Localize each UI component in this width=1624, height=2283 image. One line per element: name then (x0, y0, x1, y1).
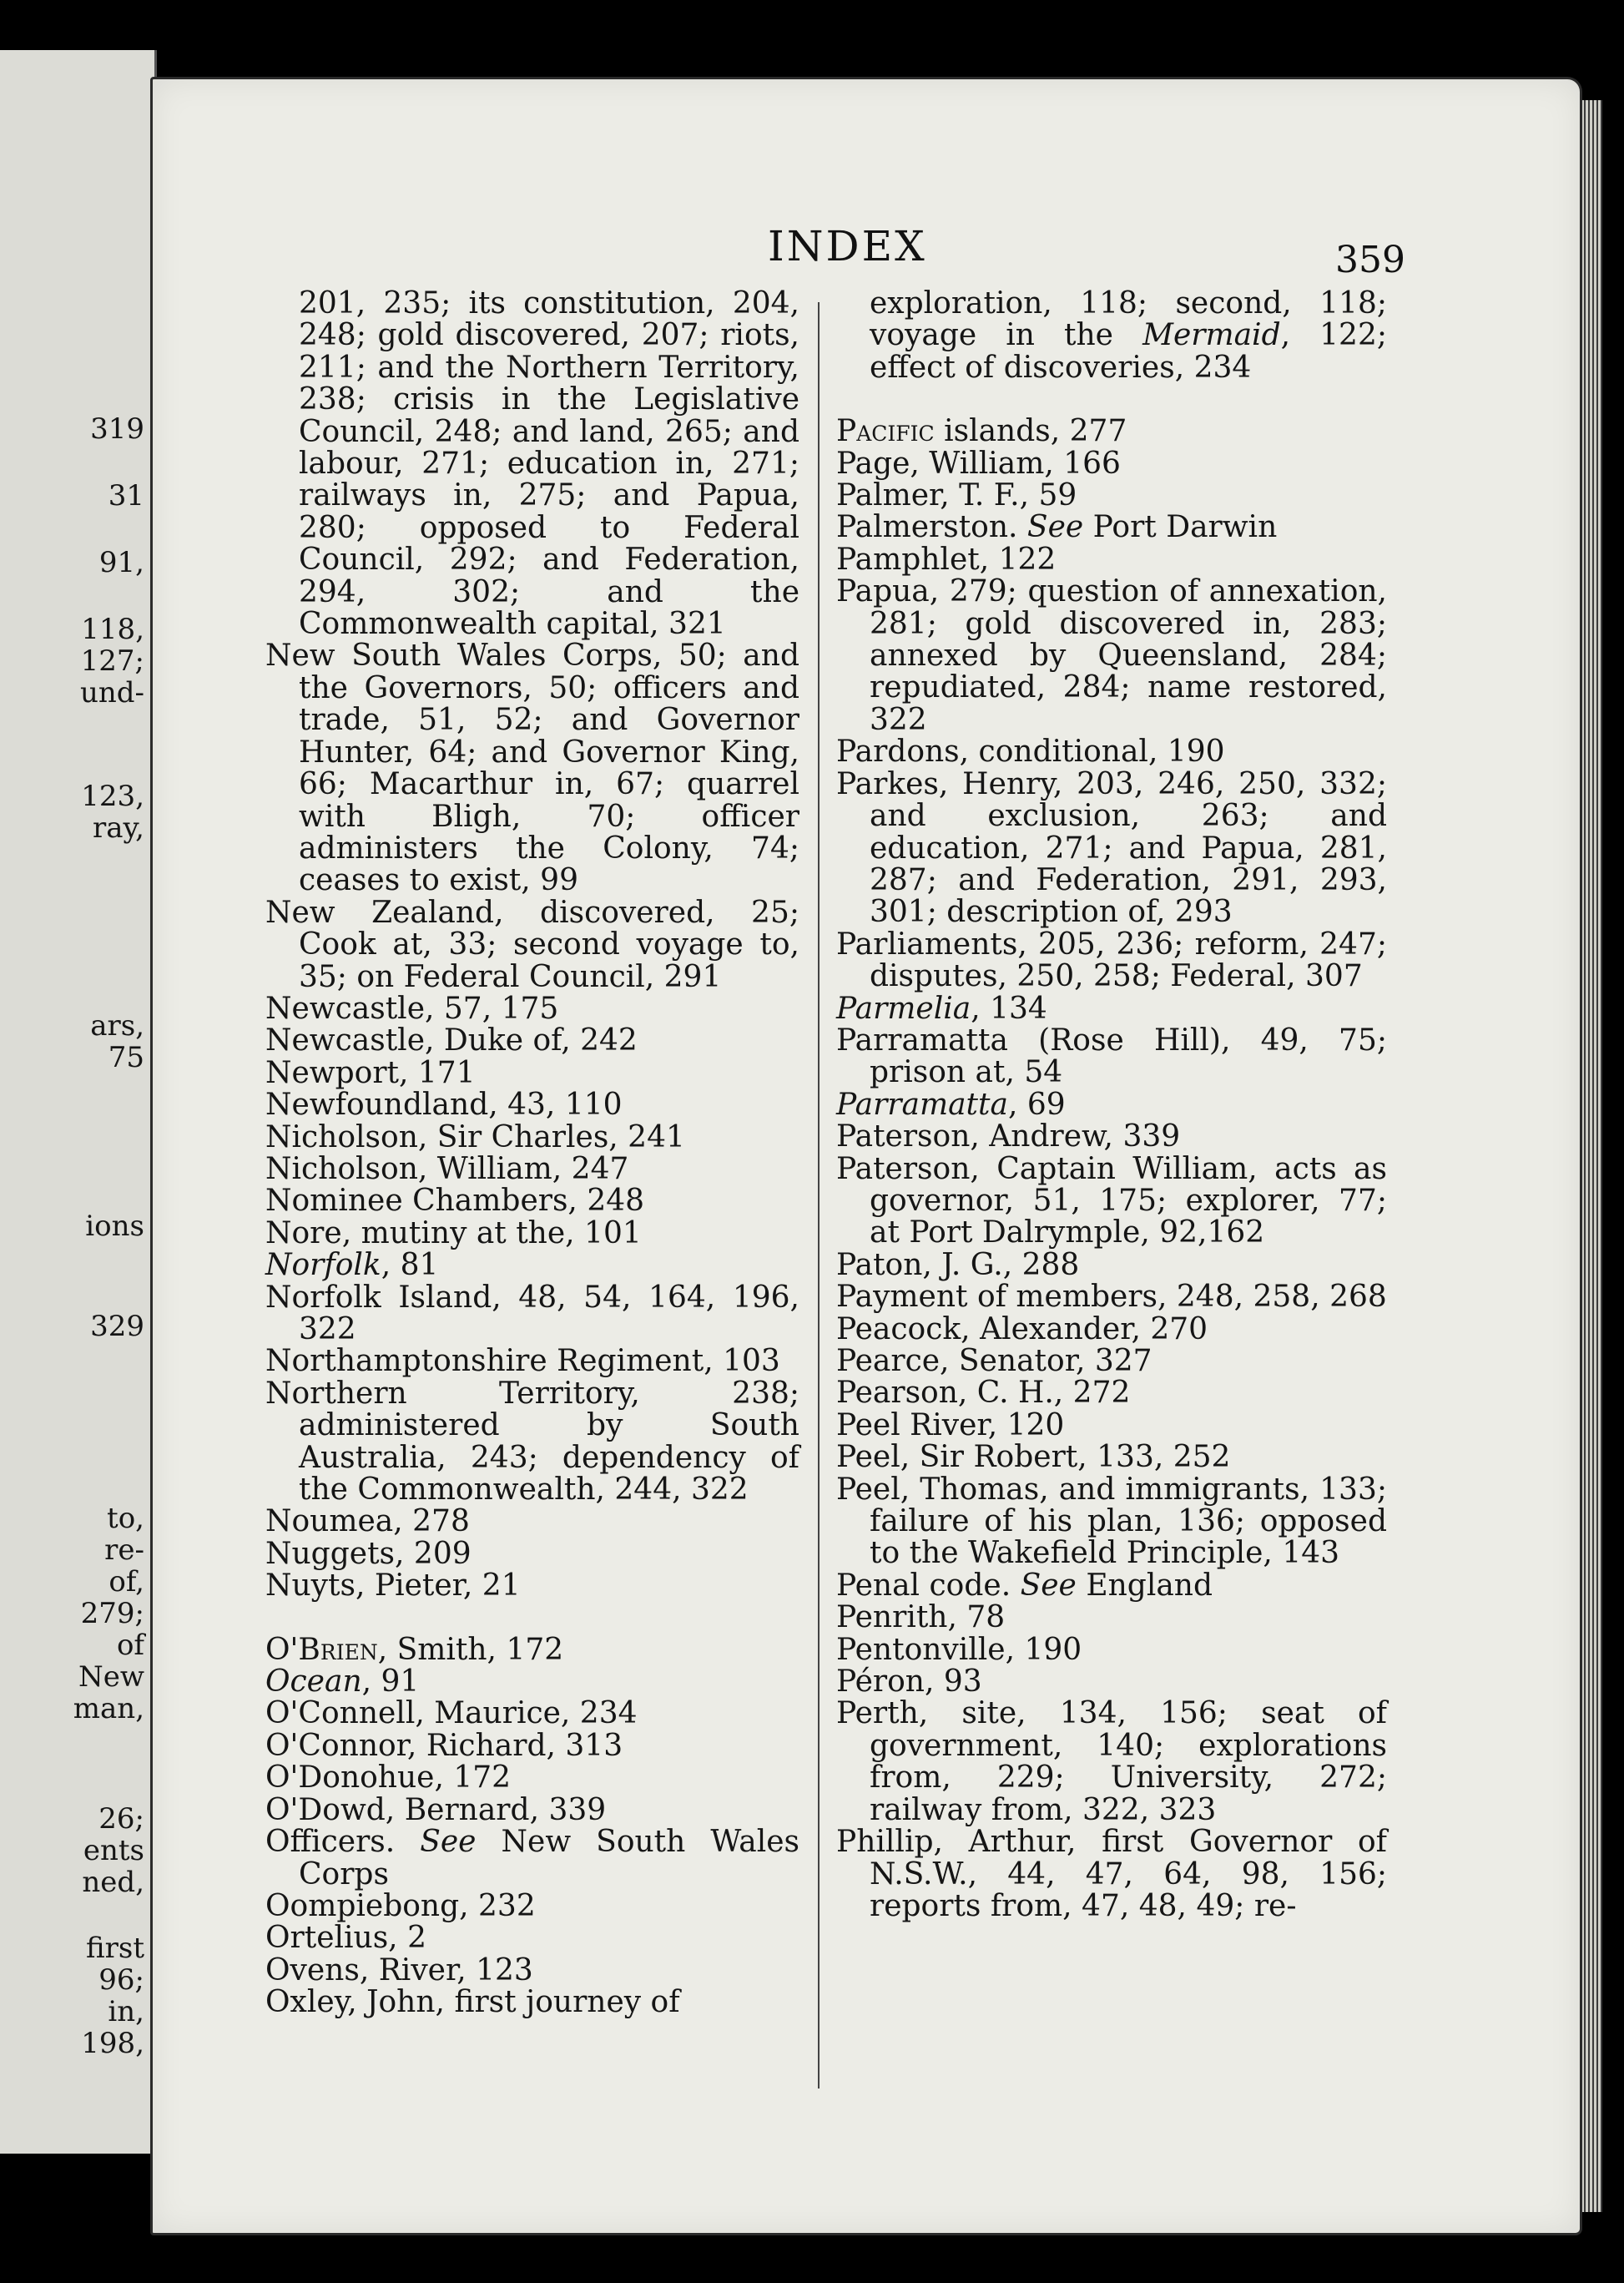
entry-text: Peel River, 120 (836, 1407, 1065, 1442)
index-entry (836, 1346, 1387, 1377)
fragment-line: ray, (92, 811, 144, 845)
entry-text: Pearson, C. H., 272 (836, 1376, 1131, 1411)
entry-text: Oxley, John, first journey of (265, 1985, 680, 2020)
index-entry (836, 512, 1387, 543)
entry-text: O'Connor, Richard, 313 (265, 1728, 623, 1763)
fragment-line: 31 (108, 479, 144, 513)
index-entry (836, 448, 1387, 480)
index-entry (836, 1442, 1387, 1473)
fragment-line: 91, (98, 546, 144, 579)
entry-text: Northern Territory, 238; administered by South Australia, 243; dependency of the Commonwealth, 244, 322 (265, 1376, 799, 1508)
index-entry (836, 544, 1387, 576)
entry-text: , 122; effect of discoveries, 234 (870, 318, 1387, 385)
fragment-line: to, (107, 1502, 144, 1535)
entry-text: Newcastle, Duke of, 242 (265, 1023, 638, 1058)
entry-text: New Zealand, discovered, 25; Cook at, 33; second voyage to, 35; on Federal Council, 291 (265, 895, 799, 994)
index-entry (265, 1730, 799, 1762)
entry-heading: Officers. (265, 1825, 421, 1860)
entry-text: Northamptonshire Regiment, 103 (265, 1344, 780, 1379)
fragment-line: und- (79, 676, 144, 710)
entry-text: Pentonville, 190 (836, 1632, 1082, 1667)
index-entry (265, 1185, 799, 1217)
index-column-left (265, 288, 799, 2019)
fragment-line: ned, (82, 1866, 144, 1899)
index-entry (265, 1282, 799, 1346)
index-entry (265, 1151, 799, 1186)
index-entry (265, 1089, 799, 1121)
index-entry (836, 1377, 1387, 1409)
facing-page-sliver (0, 50, 157, 2154)
entry-text: , 69 (1007, 1087, 1066, 1122)
entry-text: Peacock, Alexander, 270 (836, 1311, 1208, 1346)
entry-text: O'Connell, Maurice, 234 (265, 1696, 638, 1731)
index-entry (836, 1281, 1387, 1313)
entry-text: Page, William, 166 (836, 446, 1121, 481)
fragment-line: first (85, 1932, 144, 1965)
entry-text: Pearce, Senator, 327 (836, 1344, 1152, 1378)
index-entry (265, 1570, 799, 1602)
fragment-line: 123, (81, 780, 144, 813)
entry-text: O'Donohue, 172 (265, 1760, 512, 1796)
entry-text: Norfolk Island, 48, 54, 164, 196, 322 (265, 1280, 799, 1346)
index-entry (836, 1666, 1387, 1698)
fragment-line: ars, (90, 1009, 144, 1043)
index-entry (265, 1506, 799, 1538)
entry-text: Paterson, Captain William, acts as governor, 51, 175; explorer, 77; at Port Dalrymple, 92,162 (836, 1151, 1387, 1250)
fragment-line: 118, (81, 613, 144, 646)
fragment-line: 26; (98, 1802, 144, 1836)
entry-text: Nuggets, 209 (265, 1536, 472, 1571)
index-entry (836, 480, 1387, 512)
fragment-line: 198, (81, 2027, 144, 2060)
index-entry (265, 1987, 799, 2018)
facing-page-fragment (0, 1311, 144, 1342)
facing-page-fragment (0, 480, 144, 512)
entry-text: Newcastle, 57, 175 (265, 991, 559, 1026)
column-divider (818, 302, 820, 2089)
index-entry (836, 766, 1387, 930)
entry-text: Nuyts, Pieter, 21 (265, 1568, 521, 1604)
entry-text: Nicholson, William, 247 (265, 1151, 629, 1186)
entry-text: , 81 (381, 1248, 439, 1283)
entry-text: Perth, site, 134, 156; seat of government, 140; explorations from, 229; University, 272; railway from, 322, 323 (836, 1696, 1387, 1827)
entry-text: 201, 235; its constitution, 204, 248; gold discovered, 207; riots, 211; and the Northern Territory, 238; crisis in the Legislative Council, 248; and land, 265; and labour, 271; education in, 271; railways in, 275; and Papua, 280; opposed to Federal Council, 292; and Federation, 294, 302; and the Commonwealth capital, 321 (299, 286, 799, 642)
entry-heading: O'Brien (265, 1632, 378, 1667)
facing-page-fragment (0, 1010, 144, 1073)
index-entry (265, 1634, 799, 1666)
entry-text: New South Wales Corps, 50; and the Governors, 50; officers and trade, 51, 52; and Governor Hunter, 64; and Governor King, 66; Macarthur in, 67; quarrel with Bligh, 70; officer administers the Colony, 74; ceases to exist, 99 (265, 639, 799, 898)
index-entry (836, 1698, 1387, 1826)
entry-text: Pamphlet, 122 (836, 542, 1057, 577)
entry-text: Newfoundland, 43, 110 (265, 1088, 623, 1123)
index-entry (836, 1089, 1387, 1121)
entry-text: Penrith, 78 (836, 1600, 1006, 1635)
index-entry (265, 1346, 799, 1377)
index-entry (836, 993, 1387, 1025)
index-entry (265, 1826, 799, 1891)
entry-text: islands, 277 (934, 414, 1127, 449)
entry-heading: Palmerston. (836, 510, 1027, 545)
index-entry (836, 1634, 1387, 1666)
facing-page-fragment (0, 1932, 144, 2059)
entry-text: Parramatta (Rose Hill), 49, 75; prison at, 54 (836, 1023, 1387, 1090)
index-entry (836, 1407, 1387, 1442)
fragment-line: 75 (108, 1041, 144, 1074)
see-reference: See (1020, 1568, 1077, 1603)
entry-text: Pardons, conditional, 190 (836, 735, 1225, 770)
index-column-right (836, 288, 1387, 1922)
fragment-line: of, (108, 1565, 144, 1599)
entry-heading: Norfolk (265, 1248, 381, 1283)
fragment-line: 127; (80, 644, 144, 678)
entry-text: Phillip, Arthur, first Governor of N.S.W., 44, 47, 64, 98, 156; reports from, 47, 48, 49; re- (836, 1825, 1387, 1923)
entry-text: exploration, 118; second, 118; voyage in the (870, 286, 1387, 353)
index-entry (836, 1474, 1387, 1570)
entry-text: Papua, 279; question of annexation, 281; gold discovered in, 283; annexed by Queensland, 284; repudiated, 284; name restored, 322 (836, 574, 1387, 737)
see-reference: See (1026, 510, 1084, 545)
fragment-line: 279; (80, 1597, 144, 1630)
facing-page-fragment (0, 1210, 144, 1242)
entry-text: , Smith, 172 (377, 1632, 564, 1667)
entry-text: Peel, Thomas, and immigrants, 133; failure of his plan, 136; opposed to the Wakefield Principle, 143 (836, 1472, 1387, 1571)
entry-heading: Pacific (836, 414, 935, 449)
index-entry (265, 1119, 799, 1154)
index-entry (836, 929, 1387, 993)
index-entry (836, 1602, 1387, 1634)
entry-text: Oompiebong, 232 (265, 1888, 536, 1923)
entry-text: Paterson, Andrew, 339 (836, 1119, 1181, 1154)
entry-text: New South Wales Corps (299, 1825, 799, 1892)
index-entry (265, 1888, 799, 1923)
entry-text: Parkes, Henry, 203, 246, 250, 332; and exclusion, 263; and education, 271; and Papua, 281, 287; and Federation, 291, 293, 301; description of, 293 (836, 766, 1387, 930)
index-entry (265, 1215, 799, 1250)
facing-page-fragment (0, 547, 144, 578)
entry-text: , 91 (361, 1664, 420, 1700)
index-entry (265, 1762, 799, 1794)
facing-page-fragment (0, 1803, 144, 1898)
index-entry (265, 1792, 799, 1827)
index-entry (836, 576, 1387, 736)
entry-text: Nore, mutiny at the, 101 (265, 1215, 642, 1250)
entry-text: Nominee Chambers, 248 (265, 1184, 645, 1219)
facing-page-fragment (0, 780, 144, 844)
facing-page-fragment (0, 1503, 144, 1725)
running-head-title: INDEX (768, 222, 927, 270)
index-entry (836, 1151, 1387, 1250)
index-entry (836, 416, 1387, 447)
index-entry (836, 736, 1387, 768)
entry-text: Palmer, T. F., 59 (836, 478, 1077, 513)
index-entry (265, 1025, 799, 1057)
fragment-line: 319 (90, 412, 144, 446)
index-entry (265, 1378, 799, 1507)
entry-heading: Penal code. (836, 1568, 1021, 1603)
index-entry (265, 1952, 799, 1988)
index-entry (265, 288, 799, 640)
entry-text: Peel, Sir Robert, 133, 252 (836, 1440, 1231, 1475)
entry-text: Parliaments, 205, 236; reform, 247; disputes, 250, 258; Federal, 307 (836, 927, 1387, 994)
index-entry (265, 1055, 799, 1090)
entry-heading: Ocean (265, 1664, 362, 1700)
entry-text: Payment of members, 248, 258, 268 (836, 1280, 1387, 1315)
see-reference: See (420, 1825, 477, 1860)
entry-text: England (1076, 1568, 1213, 1603)
fragment-line: New (78, 1660, 144, 1694)
index-entry (265, 897, 799, 993)
entry-text: Noumea, 278 (265, 1504, 470, 1539)
page-number: 359 (1335, 239, 1405, 281)
index-entry (265, 1250, 799, 1281)
entry-text: Nicholson, Sir Charles, 241 (265, 1119, 685, 1154)
entry-text: Péron, 93 (836, 1664, 982, 1700)
fragment-line: ents (83, 1834, 144, 1867)
index-entry (836, 1570, 1387, 1602)
index-entry (836, 1311, 1387, 1346)
fragment-line: of (116, 1629, 144, 1662)
fragment-line: ions (85, 1210, 144, 1243)
index-entry (265, 1538, 799, 1570)
facing-page-fragment (0, 614, 144, 709)
index-entry (265, 1922, 799, 1954)
entry-text: , 134 (971, 991, 1047, 1026)
ship-name: Mermaid (1142, 318, 1281, 353)
entry-heading: Parramatta (836, 1087, 1008, 1122)
entry-text: Paton, J. G., 288 (836, 1247, 1080, 1282)
fragment-line: 329 (90, 1310, 144, 1343)
entry-text: Ovens, River, 123 (265, 1952, 533, 1988)
index-entry (836, 1826, 1387, 1922)
index-entry (836, 1247, 1387, 1282)
fragment-line: man, (73, 1692, 144, 1725)
facing-page-fragment (0, 413, 144, 445)
index-entry (836, 1121, 1387, 1153)
entry-text: Port Darwin (1083, 510, 1278, 545)
index-entry (265, 640, 799, 897)
index-entry (836, 1025, 1387, 1089)
entry-text: O'Dowd, Bernard, 339 (265, 1792, 607, 1827)
entry-text: Ortelius, 2 (265, 1921, 426, 1956)
entry-heading: Parmelia (836, 991, 971, 1026)
index-entry (265, 1698, 799, 1730)
fragment-line: re- (104, 1533, 144, 1567)
fragment-line: 96; (98, 1963, 144, 1997)
entry-text: Newport, 171 (265, 1055, 476, 1090)
index-entry (265, 1666, 799, 1698)
index-entry (265, 993, 799, 1025)
index-entry (836, 288, 1387, 384)
fragment-line: in, (108, 1995, 144, 2028)
